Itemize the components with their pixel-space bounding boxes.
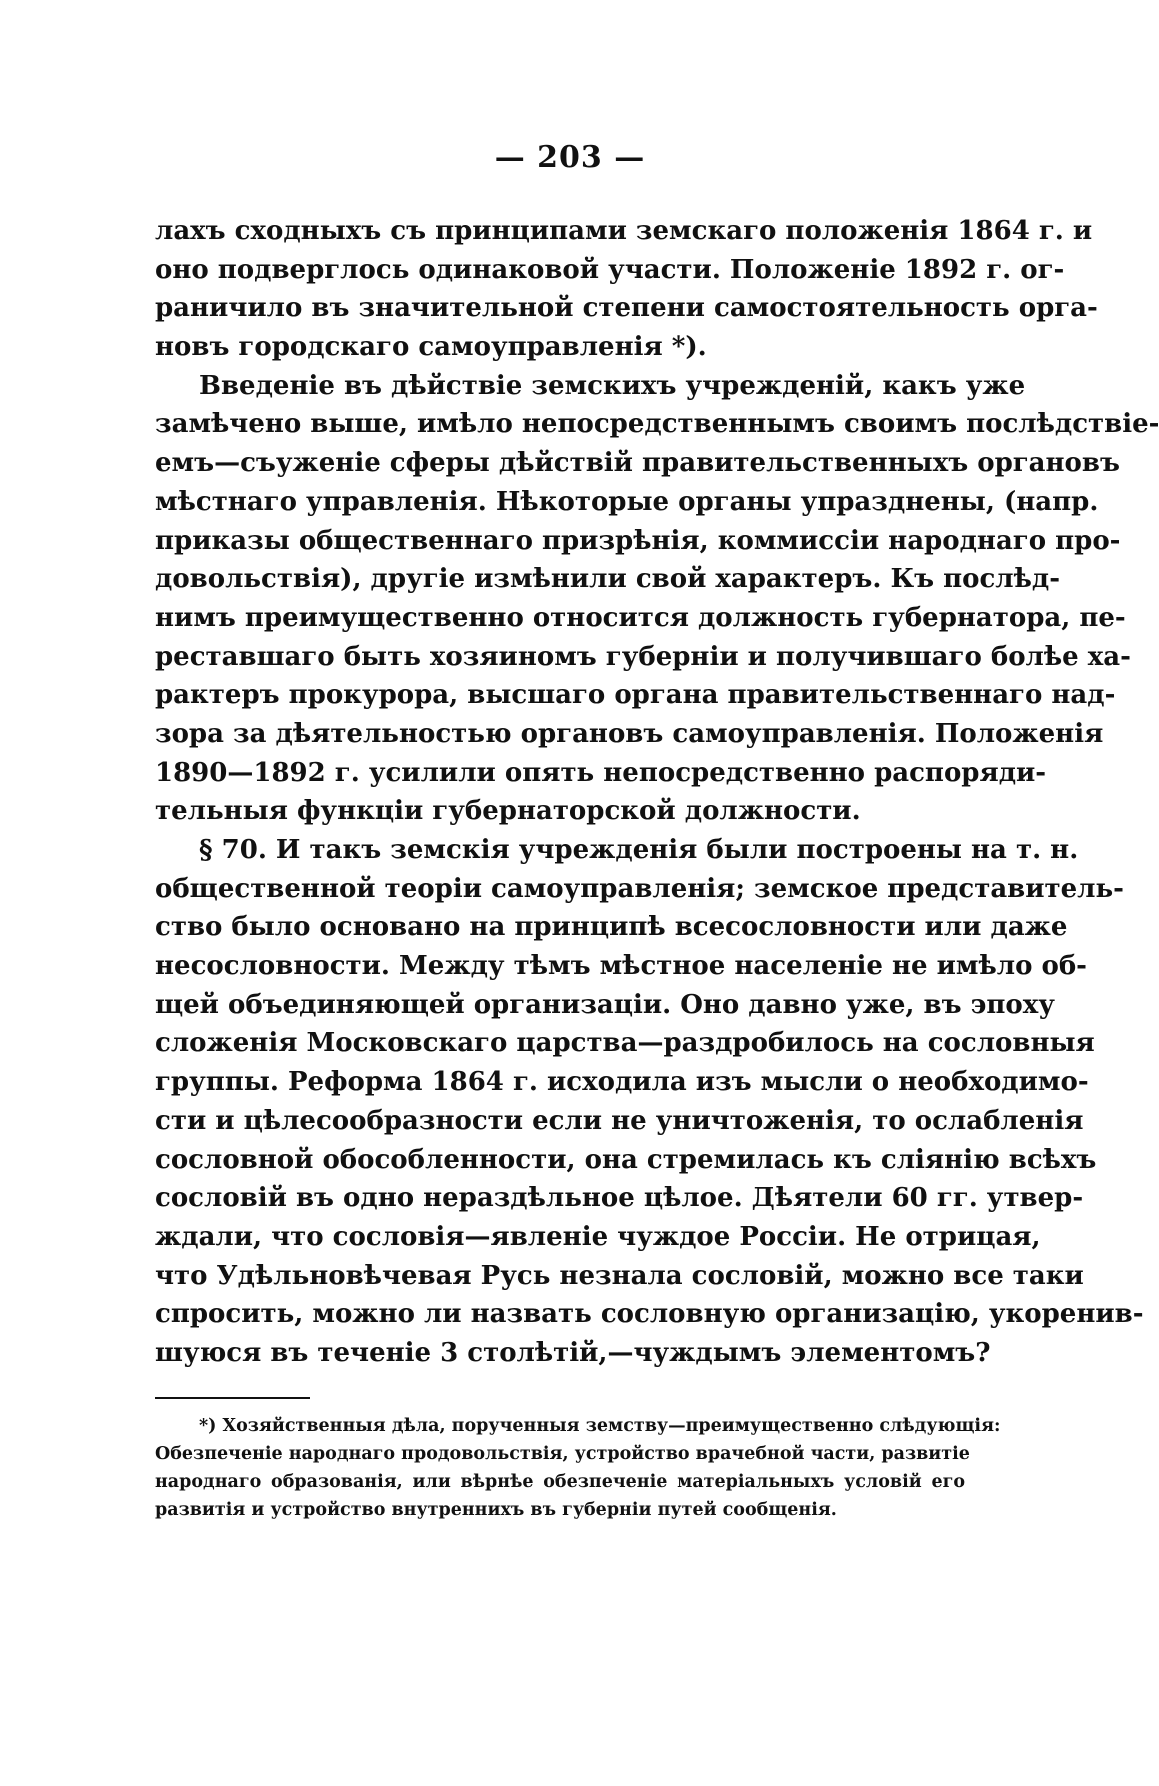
text-line: группы. Реформа 1864 г. исходила изъ мысли о необходимо-: [155, 1067, 1089, 1098]
footnote-line: народнаго образованія, или вѣрнѣе обезпеченіе матеріальныхъ условій его: [155, 1472, 965, 1492]
text-line: несословности. Между тѣмъ мѣстное населеніе не имѣло об-: [155, 951, 1087, 982]
main-text: [155, 212, 1159, 1373]
text-line: мѣстнаго управленія. Нѣкоторые органы упразднены, (напр.: [155, 486, 1099, 517]
text-line: сложенія Московскаго царства—раздробилось на сословныя: [155, 1028, 1095, 1059]
text-line: оно подверглось одинаковой участи. Положеніе 1892 г. ог-: [155, 254, 1065, 285]
text-line: замѣчено выше, имѣло непосредственнымъ своимъ послѣдствіе-: [155, 409, 1159, 440]
text-line: раничило въ значительной степени самостоятельность орга-: [155, 293, 1098, 324]
text-line: зора за дѣятельностью органовъ самоуправленія. Положенія: [155, 718, 1104, 749]
footnote: [155, 1412, 1001, 1524]
text-line: приказы общественнаго призрѣнія, коммиссіи народнаго про-: [155, 525, 1121, 556]
paragraph-start-line: Введеніе въ дѣйствіе земскихъ учрежденій, какъ уже: [199, 370, 1026, 401]
text-line: новъ городскаго самоуправленія *).: [155, 332, 707, 363]
text-line: емъ—съуженіе сферы дѣйствій правительственныхъ органовъ: [155, 448, 1120, 479]
text-line: довольствія), другіе измѣнили свой характеръ. Къ послѣд-: [155, 564, 1061, 595]
text-line: сословной обособленности, она стремилась къ слiянію всѣхъ: [155, 1144, 1097, 1175]
footnote-line: развитія и устройство внутреннихъ въ губерніи путей сообщенія.: [155, 1500, 837, 1520]
text-line: 1890—1892 г. усилили опять непосредственно распоряди-: [155, 757, 1047, 788]
page-number: — 203 —: [494, 140, 646, 175]
footnote-line: *) Хозяйственныя дѣла, порученныя земству—преимущественно слѣдующія:: [199, 1416, 1001, 1436]
section-heading-line: § 70. И такъ земскія учрежденія были построены на т. н.: [199, 835, 1079, 865]
footnote-separator: [155, 1397, 310, 1399]
text-line: лахъ сходныхъ съ принципами земскаго положенія 1864 г. и: [155, 216, 1093, 246]
text-line: сти и цѣлесообразности если не уничтоженія, то ослабленія: [155, 1105, 1084, 1136]
text-line: общественной теоріи самоуправленія; земское представитель-: [155, 873, 1124, 904]
text-line: что Удѣльновѣчевая Русь незнала сословій, можно все таки: [155, 1260, 1084, 1291]
text-line: реставшаго быть хозяиномъ губерніи и получившаго болѣе ха-: [155, 641, 1131, 672]
text-line: тельныя функціи губернаторской должности.: [155, 796, 861, 827]
text-line: ство было основано на принципѣ всесословности или даже: [155, 912, 1068, 943]
text-line: рактеръ прокурора, высшаго органа правительственнаго над-: [155, 680, 1116, 711]
footnote-line: Обезпеченіе народнаго продовольствія, устройство врачебной части, развитіе: [155, 1444, 970, 1464]
text-line: сословій въ одно нераздѣльное цѣлое. Дѣятели 60 гг. утвер-: [155, 1183, 1084, 1214]
text-line: ждали, что сословія—явленіе чуждое Россіи. Не отрицая,: [155, 1221, 1041, 1252]
text-line: спросить, можно ли назвать сословную организацію, укоренив-: [155, 1299, 1144, 1330]
text-line: шуюся въ теченіе 3 столѣтій,—чуждымъ элементомъ?: [155, 1337, 991, 1368]
text-line: щей объединяющей организаціи. Оно давно уже, въ эпоху: [155, 989, 1055, 1020]
text-line: нимъ преимущественно относится должность губернатора, пе-: [155, 602, 1126, 633]
